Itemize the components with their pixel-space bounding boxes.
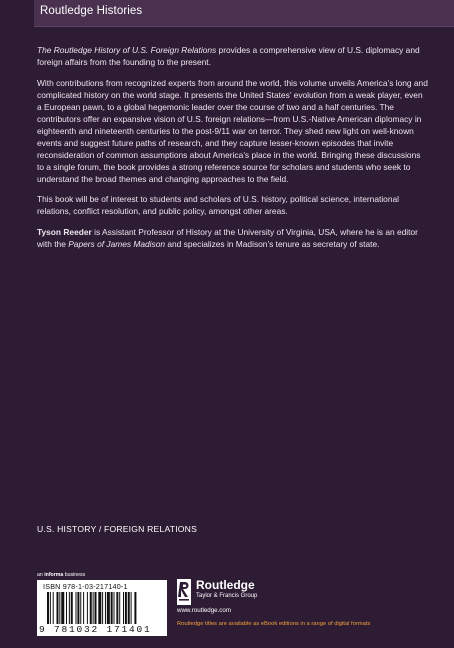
publisher-name: Routledge bbox=[196, 578, 255, 592]
blurb-paragraph-3: This book will be of interest to students and scholars of U.S. history, political science, international relations, conflict resolution, and public policy, amongst other areas. bbox=[37, 194, 400, 216]
informa-brand: informa bbox=[44, 572, 64, 578]
ebook-availability-note: Routledge titles are available as eBook editions in a range of digital formats bbox=[177, 621, 371, 627]
barcode-bars bbox=[47, 592, 161, 624]
back-cover-text bbox=[37, 44, 429, 258]
publication-title: Papers of James Madison bbox=[68, 238, 166, 249]
isbn-label: ISBN 978-1-03-217140-1 bbox=[43, 582, 128, 591]
blurb-paragraph-1: The Routledge History of U.S. Foreign Relations provides a comprehensive view of U.S. diplomacy and foreign affairs from the founding to the present. bbox=[37, 45, 420, 67]
barcode-digits: 9 781032 171401 bbox=[39, 624, 152, 635]
author-bio: Tyson Reeder is Assistant Professor of History at the University of Virginia, USA, where he is an editor with the Papers of James Madison and specializes in Madison’s tenure as secretary of state. bbox=[37, 226, 418, 249]
series-banner bbox=[34, 0, 454, 27]
informa-business-line: an informa business bbox=[37, 572, 86, 578]
subject-category: U.S. HISTORY / FOREIGN RELATIONS bbox=[37, 524, 198, 534]
publisher-imprint: Taylor & Francis Group bbox=[196, 593, 258, 599]
author-name: Tyson Reeder bbox=[37, 226, 92, 237]
barcode bbox=[37, 580, 167, 636]
publisher-website[interactable]: www.routledge.com bbox=[177, 607, 231, 614]
routledge-logo-icon bbox=[177, 579, 191, 605]
series-title: Routledge Histories bbox=[40, 5, 143, 17]
book-title: The Routledge History of U.S. Foreign Relations bbox=[37, 45, 217, 55]
blurb-paragraph-2: With contributions from recognized experts from around the world, this volume unveils America’s long and complicated history on the world stage. It presents the United States’ evolution from a weak player, even a European pawn, to a global hegemonic leader over the course of two and a half centuries. The contributors offer an expansive vision of U.S. foreign relations—from U.S.-Native American diplomacy in eighteenth and nineteenth centuries to the post-9/11 war on terror. They shed new light on well-known events and suggest future paths of research, and they capture lesser-known episodes that invite reconsideration of common assumptions about America’s place in the world. Bringing these discussions to a single forum, the book provides a strong reference source for scholars and students who seek to understand the broad themes and changing approaches to the field. bbox=[37, 77, 428, 184]
